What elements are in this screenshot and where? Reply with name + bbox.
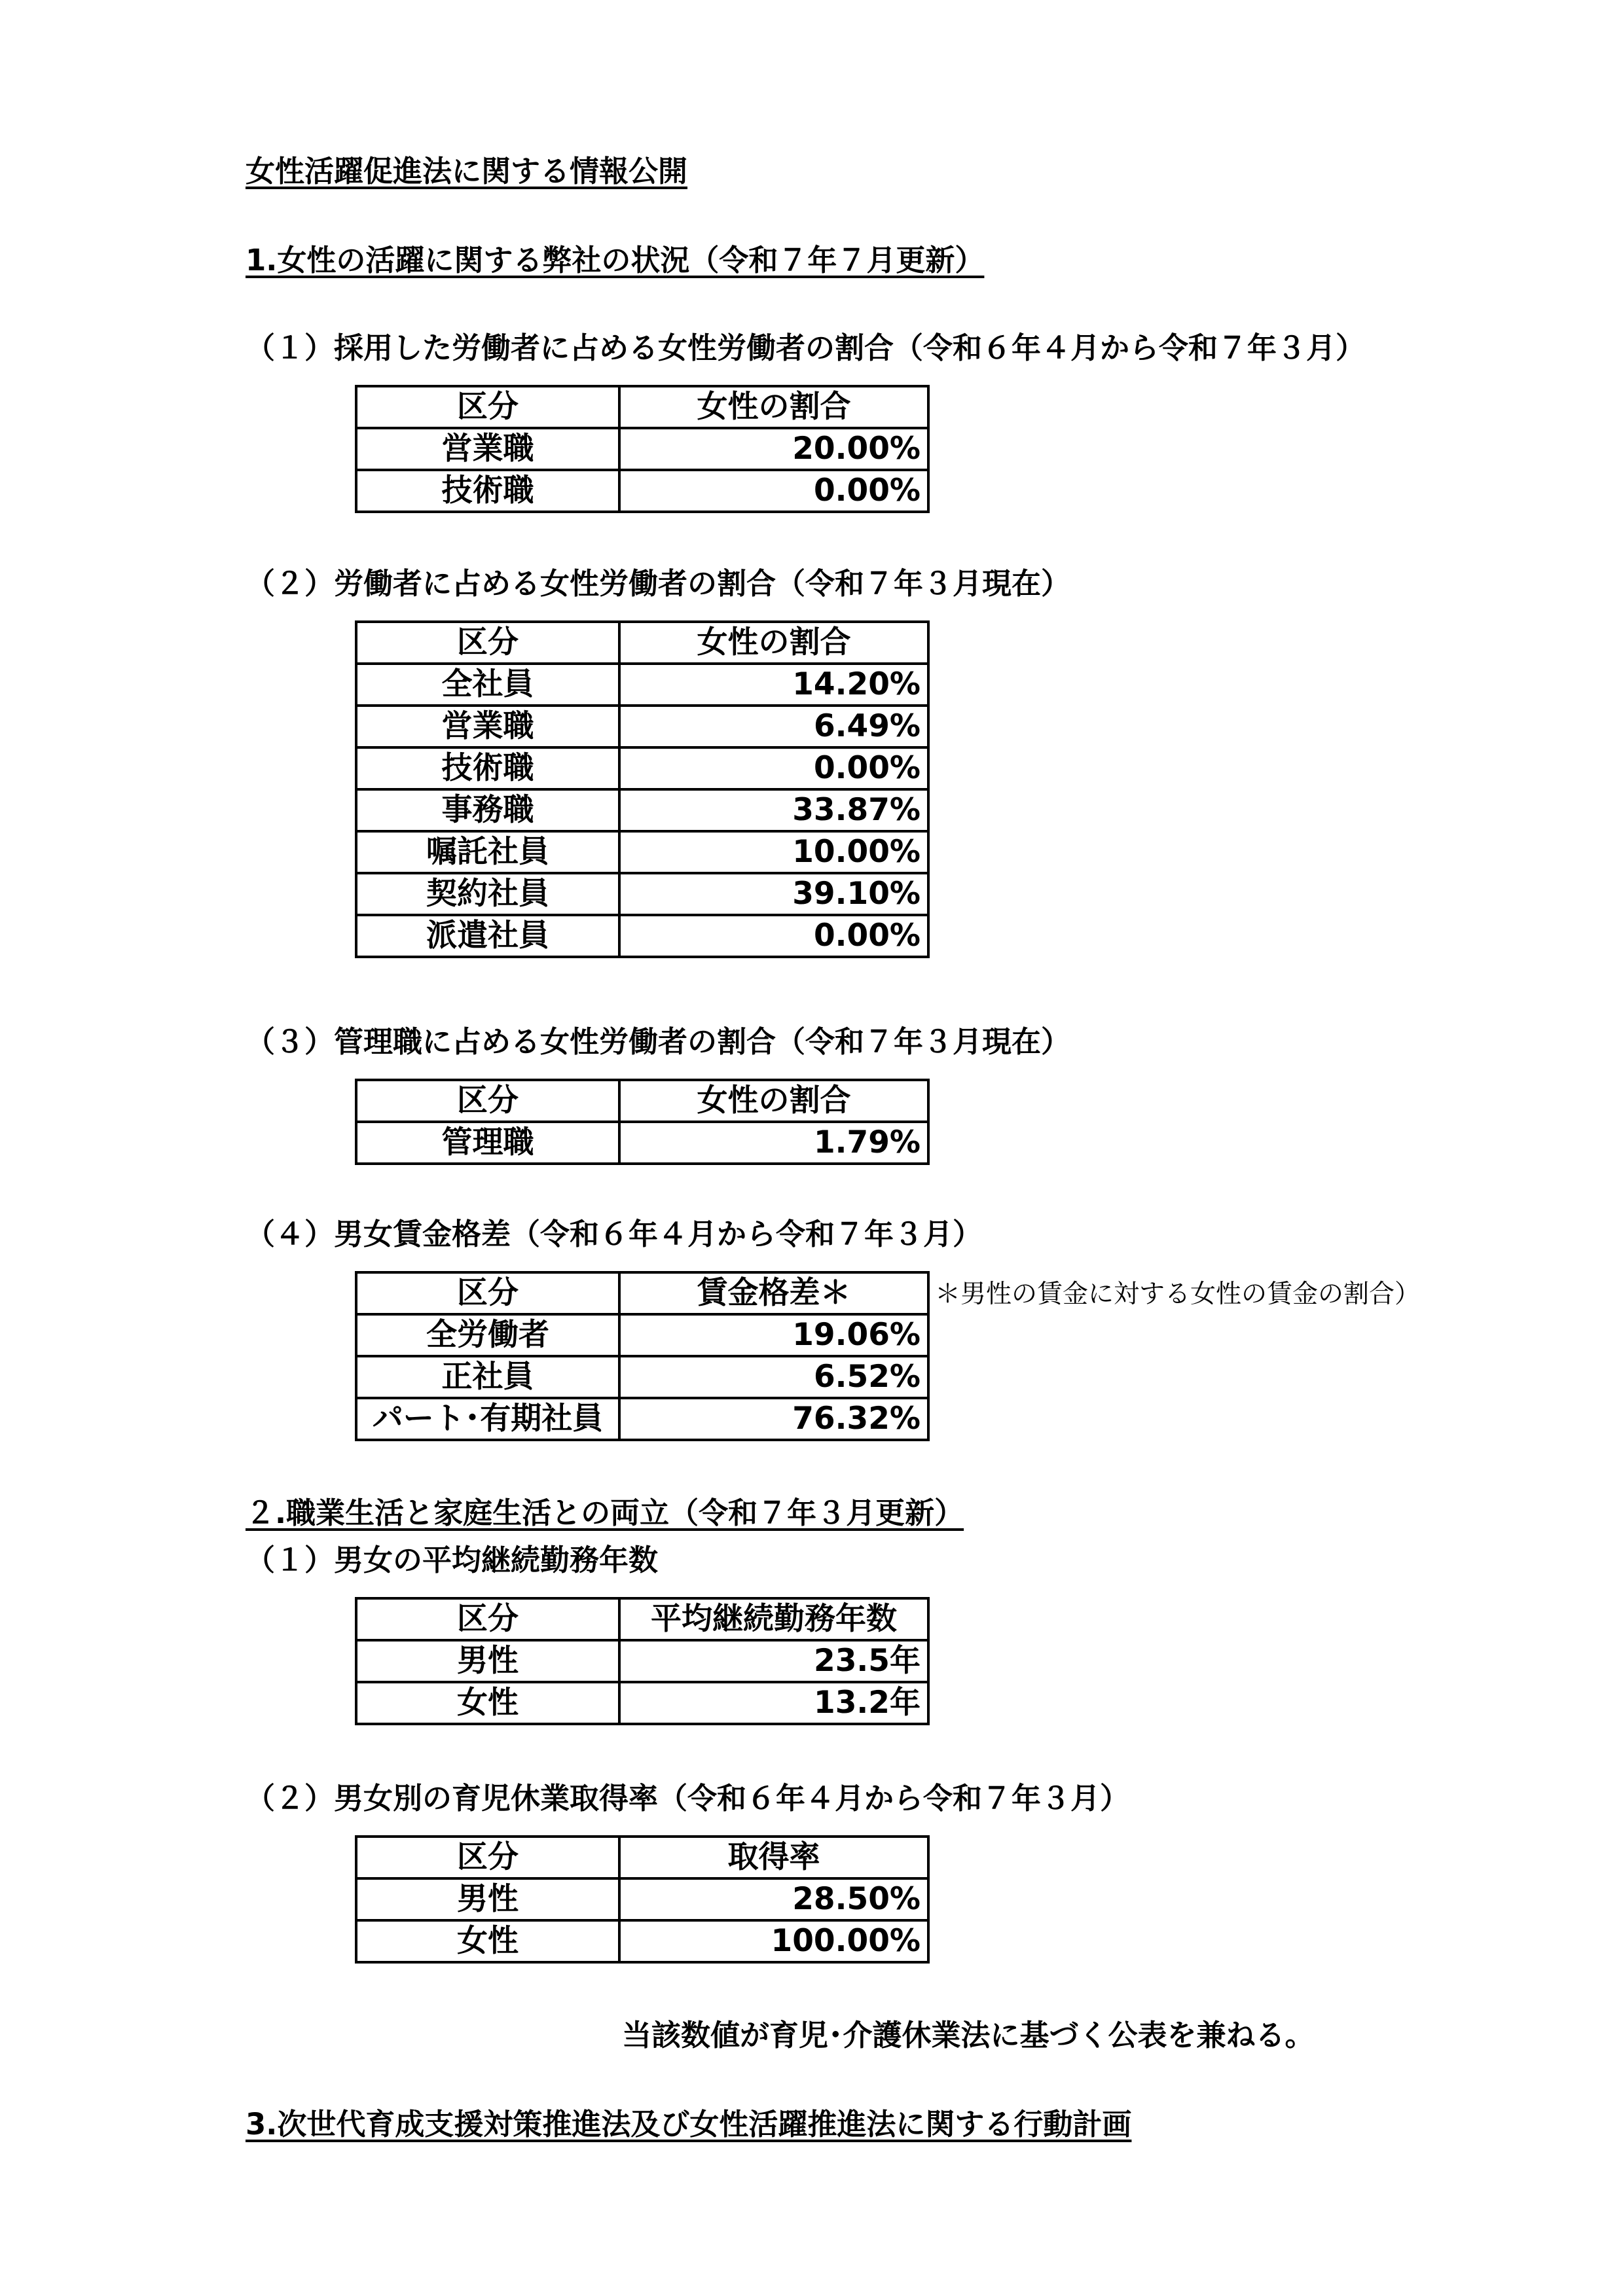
page-title: 女性活躍促進法に関する情報公開 — [246, 154, 688, 188]
table-row — [356, 1356, 928, 1398]
table-row — [356, 1314, 928, 1356]
row-label: 技術職 — [356, 747, 619, 789]
row-label: 男性 — [356, 1640, 619, 1682]
section1-t3-caption: （３）管理職に占める女性労働者の割合（令和７年３月現在） — [246, 1024, 1071, 1059]
row-value: 13.2年 — [619, 1682, 928, 1724]
section2-t2-caption: （２）男女別の育児休業取得率（令和６年４月から令和７年３月） — [246, 1781, 1130, 1816]
section2-footnote: 当該数値が育児･介護休業法に基づく公表を兼ねる。 — [622, 2018, 1315, 2053]
row-label: 派遣社員 — [356, 915, 619, 957]
header-value: 女性の割合 — [619, 386, 928, 428]
row-label: 営業職 — [356, 706, 619, 747]
row-label: 全社員 — [356, 664, 619, 706]
header-category: 区分 — [356, 386, 619, 428]
header-value: 取得率 — [619, 1837, 928, 1878]
female-manager-ratio-table — [355, 1079, 930, 1165]
table-row — [356, 831, 928, 873]
table-row — [356, 915, 928, 957]
wage-gap-table — [355, 1271, 930, 1441]
row-value: 23.5年 — [619, 1640, 928, 1682]
header-category: 区分 — [356, 1080, 619, 1122]
table-row — [356, 664, 928, 706]
table-row — [356, 747, 928, 789]
row-label: 事務職 — [356, 789, 619, 831]
header-value: 賃金格差＊ — [619, 1272, 928, 1314]
table-row — [356, 1682, 928, 1724]
table-row — [356, 789, 928, 831]
table-row — [356, 1398, 928, 1440]
row-label: 全労働者 — [356, 1314, 619, 1356]
row-label: 女性 — [356, 1682, 619, 1724]
row-label: 管理職 — [356, 1122, 619, 1164]
female-hire-ratio-table — [355, 385, 930, 513]
table-row — [356, 1640, 928, 1682]
section2-t1-caption: （１）男女の平均継続勤務年数 — [246, 1543, 659, 1577]
header-category: 区分 — [356, 1272, 619, 1314]
row-value: 0.00% — [619, 747, 928, 789]
table-row — [356, 428, 928, 470]
tenure-table — [355, 1597, 930, 1725]
section2-heading: ２.職業生活と家庭生活との両立（令和７年３月更新） — [246, 1496, 964, 1530]
row-value: 10.00% — [619, 831, 928, 873]
table-row — [356, 706, 928, 747]
row-value: 6.52% — [619, 1356, 928, 1398]
row-label: 技術職 — [356, 470, 619, 512]
row-value: 1.79% — [619, 1122, 928, 1164]
row-value: 0.00% — [619, 470, 928, 512]
row-value: 19.06% — [619, 1314, 928, 1356]
header-value: 女性の割合 — [619, 1080, 928, 1122]
female-worker-ratio-table — [355, 620, 930, 958]
row-label: 契約社員 — [356, 873, 619, 915]
table-row — [356, 1920, 928, 1962]
header-category: 区分 — [356, 1837, 619, 1878]
row-value: 28.50% — [619, 1878, 928, 1920]
section3-heading: 3.次世代育成支援対策推進法及び女性活躍推進法に関する行動計画 — [246, 2107, 1132, 2142]
row-label: 正社員 — [356, 1356, 619, 1398]
row-value: 0.00% — [619, 915, 928, 957]
row-label: 嘱託社員 — [356, 831, 619, 873]
row-value: 20.00% — [619, 428, 928, 470]
row-label: 女性 — [356, 1920, 619, 1962]
section1-heading: 1.女性の活躍に関する弊社の状況（令和７年７月更新） — [246, 243, 985, 278]
table-row — [356, 873, 928, 915]
row-value: 6.49% — [619, 706, 928, 747]
wage-gap-note: ＊男性の賃金に対する女性の賃金の割合） — [935, 1280, 1421, 1309]
table-row — [356, 470, 928, 512]
header-value: 女性の割合 — [619, 622, 928, 664]
row-value: 33.87% — [619, 789, 928, 831]
header-value: 平均継続勤務年数 — [619, 1598, 928, 1640]
row-label: 男性 — [356, 1878, 619, 1920]
row-label: パート･有期社員 — [356, 1398, 619, 1440]
section1-t4-caption: （４）男女賃金格差（令和６年４月から令和７年３月） — [246, 1217, 983, 1251]
header-category: 区分 — [356, 1598, 619, 1640]
childcare-leave-table — [355, 1835, 930, 1964]
row-value: 100.00% — [619, 1920, 928, 1962]
table-row — [356, 1878, 928, 1920]
row-label: 営業職 — [356, 428, 619, 470]
header-category: 区分 — [356, 622, 619, 664]
row-value: 76.32% — [619, 1398, 928, 1440]
section1-t2-caption: （２）労働者に占める女性労働者の割合（令和７年３月現在） — [246, 566, 1071, 601]
row-value: 14.20% — [619, 664, 928, 706]
section1-t1-caption: （１）採用した労働者に占める女性労働者の割合（令和６年４月から令和７年３月） — [246, 331, 1366, 365]
row-value: 39.10% — [619, 873, 928, 915]
table-row — [356, 1122, 928, 1164]
